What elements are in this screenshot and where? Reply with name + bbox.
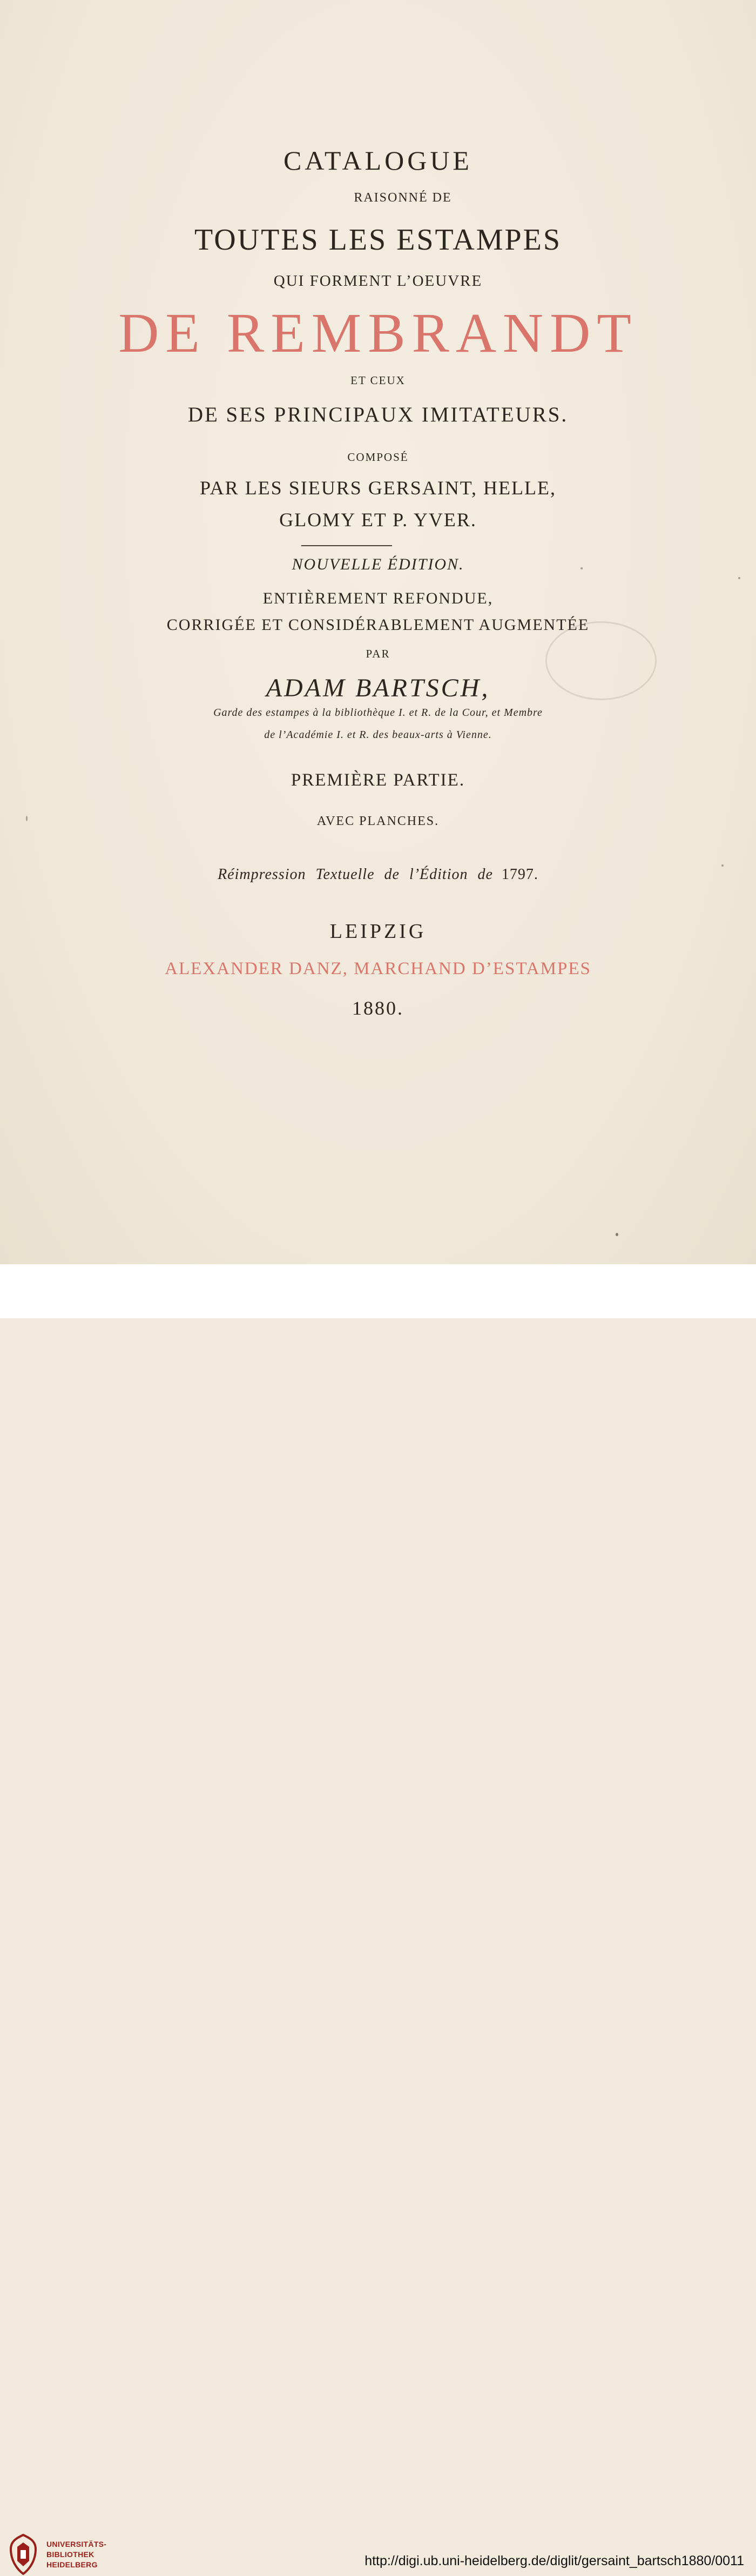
et-ceux-line: ET CEUX <box>350 374 406 387</box>
viewer-footer <box>0 1264 756 2569</box>
scanned-page <box>0 0 756 1264</box>
paper-speck <box>580 567 583 569</box>
premiere-partie-line: PREMIÈRE PARTIE. <box>291 770 465 790</box>
library-name-line: HEIDELBERG <box>46 2560 98 2569</box>
reimpression-line <box>0 867 756 882</box>
avec-planches-line: AVEC PLANCHES. <box>316 814 440 828</box>
faded-library-stamp <box>545 621 657 700</box>
paper-speck <box>738 577 740 579</box>
par-line: PAR <box>366 647 390 660</box>
library-name <box>46 2539 106 2570</box>
city-line: LEIPZIG <box>329 920 427 943</box>
imitateurs-line: DE SES PRINCIPAUX IMITATEURS. <box>187 403 569 426</box>
par-les-sieurs-line: PAR LES SIEURS GERSAINT, HELLE, <box>199 477 557 499</box>
paper-speck <box>616 1233 618 1236</box>
rembrandt-title: DE REMBRANDT <box>118 302 638 364</box>
refondue-line: ENTIÈREMENT REFONDUE, <box>262 589 494 607</box>
compose-line: COMPOSÉ <box>347 451 409 464</box>
nouvelle-edition-line: NOUVELLE ÉDITION. <box>292 555 464 573</box>
qui-forment-line: QUI FORMENT L’OEUVRE <box>273 272 483 290</box>
reimpression-text: Réimpression Textuelle de l’Édition de <box>218 866 493 883</box>
catalogue-heading: CATALOGUE <box>284 145 473 176</box>
divider-rule <box>301 545 392 546</box>
glomy-line: GLOMY ET P. YVER. <box>279 509 477 531</box>
permalink-url[interactable]: http://digi.ub.uni-heidelberg.de/diglit/gersaint_bartsch1880/0011 <box>364 2553 744 2568</box>
author-title-line-2: de l’Académie I. et R. des beaux-arts à Vienne. <box>264 729 492 741</box>
reimpression-year: 1797. <box>501 866 538 883</box>
paper-speck <box>26 816 28 821</box>
author-title-line-1: Garde des estampes à la bibliothèque I. et R. de la Cour, et Membre <box>213 707 543 719</box>
library-name-line: BIBLIOTHEK <box>46 2550 94 2559</box>
author-name: ADAM BARTSCH, <box>266 674 490 702</box>
paper-speck <box>721 864 724 867</box>
publisher-line: ALEXANDER DANZ, MARCHAND D’ESTAMPES <box>165 959 591 978</box>
toutes-estampes-line: TOUTES LES ESTAMPES <box>194 223 562 257</box>
corrigee-line: CORRIGÉE ET CONSIDÉRABLEMENT AUGMENTÉE <box>166 616 590 634</box>
raisonne-line: RAISONNÉ DE <box>354 191 452 205</box>
year-line: 1880. <box>352 997 404 1019</box>
university-library-logo-icon <box>6 2533 40 2576</box>
library-name-line: UNIVERSITÄTS- <box>46 2540 107 2548</box>
